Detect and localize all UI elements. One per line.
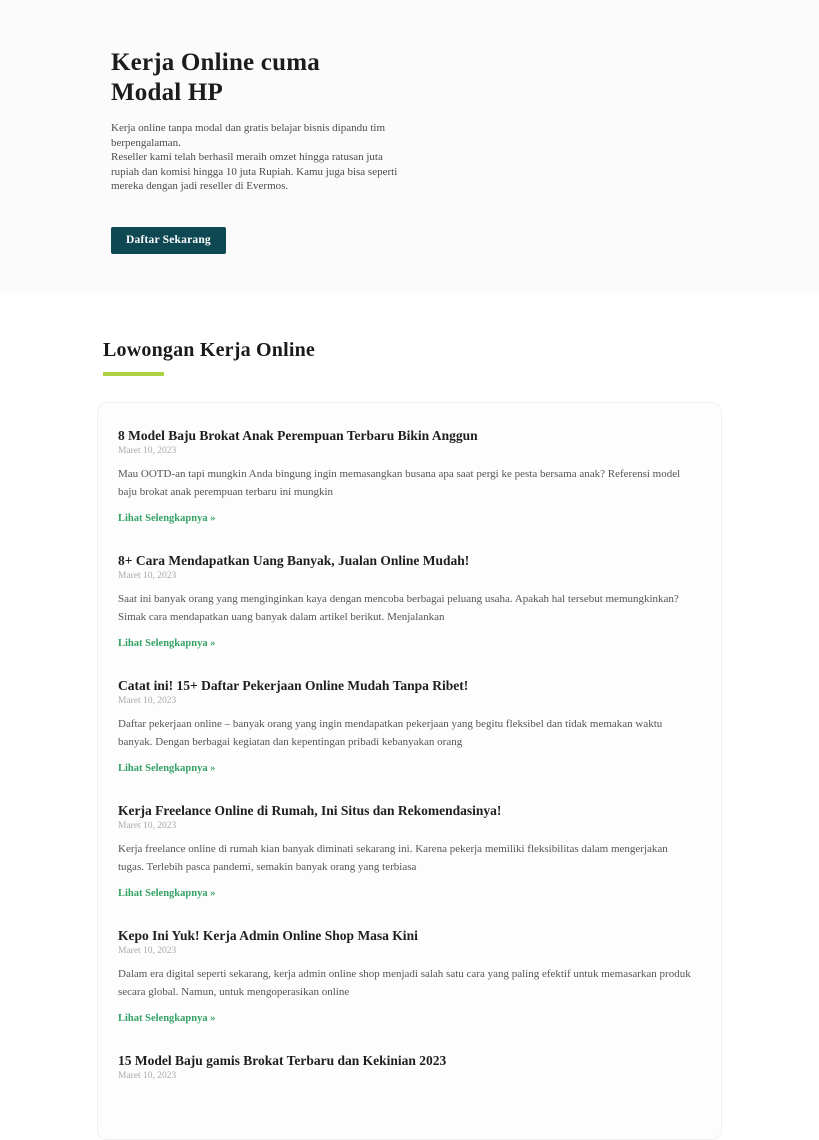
jobs-section-heading: Lowongan Kerja Online <box>103 339 315 361</box>
article-excerpt: Daftar pekerjaan online – banyak orang yang ingin mendapatkan pekerjaan yang begitu fleksibel dan tidak memakan waktu banyak. Dengan berbagai kegiatan dan kepentingan pribadi kebanyakan orang <box>118 718 663 748</box>
article-title-link[interactable]: Kepo Ini Yuk! Kerja Admin Online Shop Masa Kini <box>118 928 418 943</box>
article-date: Maret 10, 2023 <box>118 696 177 706</box>
article-title-link[interactable]: 8 Model Baju Brokat Anak Perempuan Terbaru Bikin Anggun <box>118 428 478 443</box>
article-excerpt: Dalam era digital seperti sekarang, kerja admin online shop menjadi salah satu cara yang paling efektif untuk memasarkan produk secara global. Namun, untuk mengoperasikan online <box>118 968 691 998</box>
hero-description-line2: Reseller kami telah berhasil meraih omzet hingga ratusan juta rupiah dan komisi hingga 10 juta Rupiah. Kamu juga bisa seperti mereka dengan jadi reseller di Evermos. <box>111 151 398 192</box>
read-more-link[interactable]: Lihat Selengkapnya » <box>118 513 216 524</box>
article-date: Maret 10, 2023 <box>118 446 177 456</box>
article-excerpt: Kerja freelance online di rumah kian banyak diminati sekarang ini. Karena pekerja memiliki fleksibilitas dalam mengerjakan tugas. Terlebih pasca pandemi, semakin banyak orang yang terbiasa <box>118 843 668 873</box>
read-more-link[interactable]: Lihat Selengkapnya » <box>118 888 216 899</box>
articles-card <box>97 402 722 1140</box>
read-more-link[interactable]: Lihat Selengkapnya » <box>118 763 216 774</box>
article-item <box>118 928 701 1026</box>
article-item <box>118 553 701 651</box>
hero-description-line1: Kerja online tanpa modal dan gratis belajar bisnis dipandu tim berpengalaman. <box>111 122 386 149</box>
article-title-link[interactable]: Kerja Freelance Online di Rumah, Ini Situs dan Rekomendasinya! <box>118 803 502 818</box>
heading-accent-underline <box>103 372 164 376</box>
article-item <box>118 803 701 901</box>
article-date: Maret 10, 2023 <box>118 1071 177 1081</box>
article-item <box>118 428 701 526</box>
article-date: Maret 10, 2023 <box>118 946 177 956</box>
article-date: Maret 10, 2023 <box>118 821 177 831</box>
hero-title: Kerja Online cuma Modal HP <box>111 49 320 106</box>
article-excerpt: Saat ini banyak orang yang menginginkan kaya dengan mencoba berbagai peluang usaha. Apakah hal tersebut memungkinkan? Simak cara mendapatkan uang banyak dalam artikel berikut. Menjalankan <box>118 593 679 623</box>
article-item <box>118 1053 701 1082</box>
jobs-section <box>0 293 819 1140</box>
read-more-link[interactable]: Lihat Selengkapnya » <box>118 638 216 649</box>
article-item <box>118 678 701 776</box>
article-excerpt: Mau OOTD-an tapi mungkin Anda bingung ingin memasangkan busana apa saat pergi ke pesta bersama anak? Referensi model baju brokat anak perempuan terbaru ini mungkin <box>118 468 681 498</box>
article-title-link[interactable]: 15 Model Baju gamis Brokat Terbaru dan Kekinian 2023 <box>118 1053 447 1068</box>
read-more-link[interactable]: Lihat Selengkapnya » <box>118 1013 216 1024</box>
register-button[interactable]: Daftar Sekarang <box>111 227 226 254</box>
hero-section <box>0 0 819 293</box>
article-title-link[interactable]: Catat ini! 15+ Daftar Pekerjaan Online Mudah Tanpa Ribet! <box>118 678 469 693</box>
article-title-link[interactable]: 8+ Cara Mendapatkan Uang Banyak, Jualan Online Mudah! <box>118 553 470 568</box>
article-date: Maret 10, 2023 <box>118 571 177 581</box>
hero-description <box>111 121 413 194</box>
